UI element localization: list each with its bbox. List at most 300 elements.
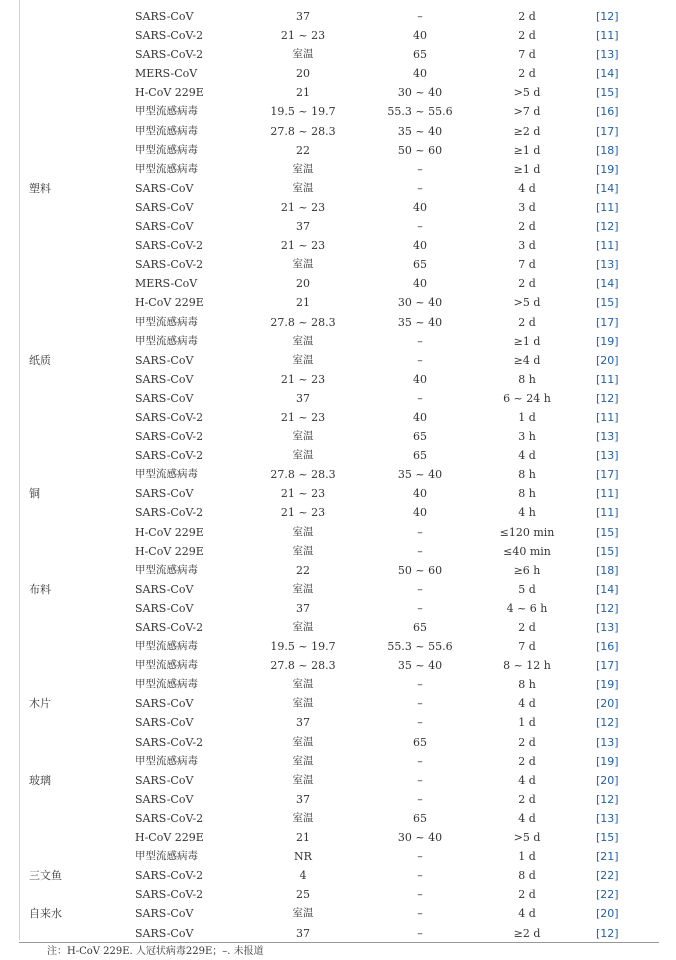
table-row [0,255,676,274]
reference-link[interactable]: [14] [596,277,619,291]
virus-cell: SARS-CoV-2 [135,735,204,749]
material-cell: 玻璃 [29,773,51,787]
table-row [0,427,676,446]
survival-time-cell: ≥1 d [513,143,541,157]
reference-link[interactable]: [12] [596,10,619,23]
virus-cell: SARS-CoV-2 [135,506,204,520]
virus-cell: 甲型流感病毒 [135,468,198,481]
reference-link[interactable]: [11] [596,29,619,43]
humidity-cell: 65 [413,258,427,272]
humidity-cell: 30 ~ 40 [397,86,443,100]
virus-cell: MERS-CoV [135,277,198,291]
reference-link[interactable]: [20] [596,907,619,921]
humidity-cell: – [417,162,423,176]
temperature-cell: 室温 [292,181,314,194]
humidity-cell: – [417,181,423,195]
virus-cell: SARS-CoV-2 [135,48,204,62]
virus-cell: 甲型流感病毒 [135,563,198,576]
temperature-cell: 室温 [292,773,314,786]
table-row [0,484,676,503]
survival-time-cell: >5 d [513,831,541,845]
virus-cell: SARS-CoV-2 [135,29,204,43]
humidity-cell: – [417,678,423,692]
temperature-cell: 室温 [292,334,314,347]
table-row [0,752,676,771]
humidity-cell: – [417,525,423,539]
humidity-cell: 35 ~ 40 [397,659,443,673]
table-row [0,656,676,675]
survival-time-cell: ≥1 d [513,334,541,348]
reference-link[interactable]: [12] [596,716,619,730]
table-row [0,332,676,351]
humidity-cell: – [417,888,423,902]
table-row [0,45,676,64]
humidity-cell: 40 [413,67,427,81]
humidity-cell: – [417,907,423,921]
humidity-cell: – [417,601,423,615]
reference-link[interactable]: [15] [596,544,619,558]
temperature-cell: 室温 [292,697,314,710]
humidity-cell: 65 [413,811,427,825]
table-row [0,274,676,293]
temperature-cell: 21 ~ 23 [280,200,326,214]
survival-time-cell: 4 d [518,811,536,825]
footnote-label: 注： [47,946,67,957]
survival-time-cell: 4 h [518,506,536,520]
reference-link[interactable]: [11] [596,200,619,214]
reference-link[interactable]: [15] [596,831,619,845]
temperature-cell: 室温 [292,162,314,175]
temperature-cell: 37 [296,926,310,940]
survival-time-cell: 8 h [518,678,536,692]
table-row [0,370,676,389]
table-row [0,141,676,160]
humidity-cell: 40 [413,277,427,291]
material-cell: 铜 [29,487,40,501]
reference-link[interactable]: [21] [596,850,619,864]
reference-link[interactable]: [11] [596,372,619,386]
virus-cell: SARS-CoV [135,181,194,195]
table-row [0,64,676,83]
reference-link[interactable]: [13] [596,811,619,825]
virus-cell: 甲型流感病毒 [135,143,198,156]
virus-cell: SARS-CoV [135,907,194,921]
reference-link[interactable]: [14] [596,67,619,81]
survival-time-cell: 8 d [518,869,536,883]
reference-link[interactable]: [18] [596,143,619,157]
virus-cell: 甲型流感病毒 [135,678,198,691]
humidity-cell: 35 ~ 40 [397,124,443,138]
survival-time-cell: 2 d [518,315,536,329]
reference-link[interactable]: [19] [596,754,619,768]
table-row [0,713,676,732]
survival-time-cell: 4 d [518,449,536,463]
survival-time-cell: 4 d [518,773,536,787]
virus-cell: 甲型流感病毒 [135,640,198,653]
humidity-cell: – [417,353,423,367]
survival-time-cell: 1 d [518,716,536,730]
virus-cell: SARS-CoV-2 [135,430,204,444]
temperature-cell: 37 [296,716,310,730]
virus-cell: H-CoV 229E [135,831,204,845]
table-row [0,733,676,752]
table-row [0,866,676,885]
temperature-cell: 室温 [292,353,314,366]
table-row [0,828,676,847]
table-row [0,503,676,522]
table-row [0,7,676,26]
table-row [0,313,676,332]
humidity-cell: 65 [413,48,427,62]
temperature-cell: 4 [299,869,307,883]
temperature-cell: 室温 [292,544,314,557]
table-row [0,179,676,198]
virus-cell: SARS-CoV [135,773,194,787]
humidity-cell: 50 ~ 60 [397,563,443,577]
survival-time-cell: 2 d [518,29,536,43]
table-footnote [47,945,264,958]
table-row [0,217,676,236]
table-row [0,160,676,179]
table-row [0,542,676,561]
temperature-cell: 室温 [292,621,314,633]
temperature-cell: 27.8 ~ 28.3 [270,315,336,329]
humidity-cell: 40 [413,200,427,214]
survival-time-cell: >5 d [513,86,541,100]
virus-cell: SARS-CoV-2 [135,811,204,825]
table-row [0,26,676,45]
temperature-cell: 21 ~ 23 [280,239,326,253]
humidity-cell: – [417,754,423,768]
humidity-cell: – [417,716,423,730]
survival-time-cell: ≥2 d [513,124,541,138]
reference-link[interactable]: [20] [596,697,619,711]
temperature-cell: 19.5 ~ 19.7 [270,640,336,654]
survival-time-cell: 6 ~ 24 h [503,391,551,405]
table-row [0,809,676,828]
survival-time-cell: 2 d [518,277,536,291]
humidity-cell: – [417,582,423,596]
reference-link[interactable]: [12] [596,391,619,405]
survival-time-cell: 2 d [518,10,536,23]
humidity-cell: – [417,869,423,883]
table-row [0,771,676,790]
temperature-cell: 室温 [292,678,314,691]
temperature-cell: 37 [296,601,310,615]
temperature-cell: 室温 [292,258,314,271]
temperature-cell: 室温 [292,48,314,61]
material-cell: 三文鱼 [29,869,62,883]
table-row [0,351,676,370]
survival-time-cell: 4 d [518,907,536,921]
reference-link[interactable]: [13] [596,430,619,444]
survival-time-cell: 2 d [518,792,536,806]
temperature-cell: 27.8 ~ 28.3 [270,659,336,673]
reference-link[interactable]: [15] [596,525,619,539]
survival-time-cell: >7 d [513,105,541,119]
temperature-cell: 室温 [292,525,314,538]
table-row [0,293,676,312]
survival-time-cell: ≥1 d [513,162,541,176]
virus-cell: SARS-CoV-2 [135,239,204,253]
material-cell: 纸质 [29,353,51,367]
humidity-cell: – [417,792,423,806]
table-row [0,389,676,408]
humidity-cell: 55.3 ~ 55.6 [387,640,453,654]
temperature-cell: 20 [296,67,310,81]
humidity-cell: – [417,220,423,234]
temperature-cell: 37 [296,10,310,23]
survival-time-cell: ≥6 h [513,563,541,577]
temperature-cell: 21 ~ 23 [280,506,326,520]
reference-link[interactable]: [13] [596,258,619,272]
table-row [0,83,676,102]
humidity-cell: 55.3 ~ 55.6 [387,105,453,119]
virus-cell: SARS-CoV [135,391,194,405]
survival-time-cell: 2 d [518,67,536,81]
reference-link[interactable]: [17] [596,315,619,329]
virus-cell: SARS-CoV [135,353,194,367]
temperature-cell: 室温 [292,811,314,824]
virus-cell: SARS-CoV [135,372,194,386]
temperature-cell: 21 [296,86,310,100]
humidity-cell: 40 [413,487,427,501]
table-row [0,198,676,217]
survival-time-cell: 1 d [518,850,536,864]
reference-link[interactable]: [17] [596,124,619,138]
reference-link[interactable]: [12] [596,792,619,806]
material-cell: 自来水 [29,907,62,921]
survival-time-cell: ≥4 d [513,353,541,367]
reference-link[interactable]: [14] [596,181,619,195]
table-row [0,694,676,713]
reference-link[interactable]: [13] [596,621,619,634]
temperature-cell: 21 ~ 23 [280,487,326,501]
reference-link[interactable]: [22] [596,888,619,902]
humidity-cell: – [417,391,423,405]
reference-link[interactable]: [16] [596,105,619,119]
virus-cell: SARS-CoV-2 [135,888,204,902]
survival-time-cell: 8 h [518,487,536,501]
virus-cell: SARS-CoV [135,582,194,596]
survival-time-cell: 4 ~ 6 h [506,601,548,615]
table-row [0,790,676,809]
reference-link[interactable]: [11] [596,506,619,520]
temperature-cell: 室温 [292,430,314,443]
survival-table [0,7,676,943]
humidity-cell: 35 ~ 40 [397,468,443,482]
reference-link[interactable]: [20] [596,773,619,787]
temperature-cell: 21 ~ 23 [280,372,326,386]
survival-time-cell: 8 h [518,468,536,482]
survival-time-cell: 2 d [518,754,536,768]
humidity-cell: 40 [413,29,427,43]
virus-cell: SARS-CoV [135,716,194,730]
reference-link[interactable]: [19] [596,678,619,692]
virus-cell: SARS-CoV [135,487,194,501]
temperature-cell: NR [294,850,312,864]
virus-cell: SARS-CoV-2 [135,621,204,634]
temperature-cell: 室温 [292,754,314,767]
table-row [0,561,676,580]
reference-link[interactable]: [14] [596,582,619,596]
humidity-cell: 65 [413,449,427,463]
reference-link[interactable]: [12] [596,220,619,234]
reference-link[interactable]: [17] [596,659,619,673]
humidity-cell: 30 ~ 40 [397,296,443,310]
reference-link[interactable]: [13] [596,735,619,749]
virus-cell: SARS-CoV [135,10,194,23]
humidity-cell: – [417,926,423,940]
virus-cell: SARS-CoV-2 [135,258,204,272]
survival-time-cell: ≤40 min [503,544,551,558]
temperature-cell: 室温 [292,449,314,462]
virus-cell: SARS-CoV-2 [135,869,204,883]
reference-link[interactable]: [11] [596,239,619,253]
virus-cell: H-CoV 229E [135,544,204,558]
temperature-cell: 21 ~ 23 [280,410,326,424]
virus-cell: SARS-CoV-2 [135,410,204,424]
table-row [0,618,676,637]
temperature-cell: 37 [296,792,310,806]
humidity-cell: 65 [413,735,427,749]
table-row [0,408,676,427]
reference-link[interactable]: [15] [596,86,619,100]
temperature-cell: 室温 [292,907,314,920]
humidity-cell: – [417,544,423,558]
temperature-cell: 19.5 ~ 19.7 [270,105,336,119]
virus-cell: SARS-CoV [135,601,194,615]
virus-cell: SARS-CoV-2 [135,449,204,463]
table-row [0,236,676,255]
humidity-cell: – [417,10,423,23]
survival-time-cell: 3 d [518,200,536,214]
survival-time-cell: ≤120 min [499,525,555,539]
survival-time-cell: 8 h [518,372,536,386]
temperature-cell: 27.8 ~ 28.3 [270,124,336,138]
survival-time-cell: 5 d [518,582,536,596]
table-row [0,637,676,656]
survival-time-cell: >5 d [513,296,541,310]
virus-cell: 甲型流感病毒 [135,850,198,863]
temperature-cell: 37 [296,391,310,405]
virus-cell: 甲型流感病毒 [135,315,198,328]
humidity-cell: 40 [413,410,427,424]
humidity-cell: – [417,850,423,864]
table-row [0,847,676,866]
reference-link[interactable]: [18] [596,563,619,577]
virus-cell: SARS-CoV [135,926,194,940]
footnote-text: H-CoV 229E. 人冠状病毒229E；–. 未报道 [67,946,264,957]
reference-link[interactable]: [20] [596,353,619,367]
reference-link[interactable]: [15] [596,296,619,310]
survival-time-cell: 2 d [518,220,536,234]
reference-link[interactable]: [12] [596,601,619,615]
reference-link[interactable]: [13] [596,449,619,463]
survival-time-cell: 2 d [518,735,536,749]
survival-time-cell: ≥2 d [513,926,541,940]
table-row [0,675,676,694]
temperature-cell: 室温 [292,735,314,748]
humidity-cell: 40 [413,372,427,386]
survival-time-cell: 7 d [518,640,536,654]
material-cell: 塑料 [29,181,51,195]
reference-link[interactable]: [12] [596,926,619,940]
virus-cell: 甲型流感病毒 [135,334,198,347]
table-bottom-rule [19,942,659,943]
humidity-cell: 50 ~ 60 [397,143,443,157]
table-row [0,924,676,943]
reference-link[interactable]: [11] [596,487,619,501]
virus-cell: 甲型流感病毒 [135,659,198,672]
temperature-cell: 室温 [292,582,314,595]
survival-time-cell: 2 d [518,621,536,634]
virus-cell: MERS-CoV [135,67,198,81]
humidity-cell: – [417,773,423,787]
virus-cell: 甲型流感病毒 [135,162,198,175]
temperature-cell: 25 [296,888,310,902]
table-row [0,446,676,465]
table-row [0,102,676,121]
reference-link[interactable]: [11] [596,410,619,424]
reference-link[interactable]: [13] [596,48,619,62]
virus-cell: 甲型流感病毒 [135,124,198,137]
temperature-cell: 37 [296,220,310,234]
reference-link[interactable]: [16] [596,640,619,654]
temperature-cell: 27.8 ~ 28.3 [270,468,336,482]
reference-link[interactable]: [19] [596,162,619,176]
survival-time-cell: 3 h [518,430,536,444]
survival-time-cell: 2 d [518,888,536,902]
humidity-cell: 40 [413,239,427,253]
reference-link[interactable]: [22] [596,869,619,883]
survival-time-cell: 4 d [518,697,536,711]
temperature-cell: 21 [296,831,310,845]
table-row [0,122,676,141]
survival-time-cell: 4 d [518,181,536,195]
table-row [0,523,676,542]
virus-cell: SARS-CoV [135,200,194,214]
table-row [0,599,676,618]
survival-time-cell: 7 d [518,258,536,272]
virus-cell: H-CoV 229E [135,86,204,100]
humidity-cell: 30 ~ 40 [397,831,443,845]
material-cell: 布料 [29,582,51,596]
table-row [0,885,676,904]
temperature-cell: 21 ~ 23 [280,29,326,43]
humidity-cell: 40 [413,506,427,520]
table-row [0,465,676,484]
survival-time-cell: 7 d [518,48,536,62]
humidity-cell: 65 [413,621,427,634]
reference-link[interactable]: [19] [596,334,619,348]
virus-cell: SARS-CoV [135,697,194,711]
humidity-cell: 65 [413,430,427,444]
humidity-cell: – [417,334,423,348]
reference-link[interactable]: [17] [596,468,619,482]
virus-cell: H-CoV 229E [135,525,204,539]
material-cell: 木片 [29,697,51,711]
table-row [0,580,676,599]
virus-cell: SARS-CoV [135,792,194,806]
humidity-cell: – [417,697,423,711]
virus-cell: 甲型流感病毒 [135,105,198,118]
humidity-cell: 35 ~ 40 [397,315,443,329]
survival-time-cell: 8 ~ 12 h [503,659,551,673]
virus-cell: SARS-CoV [135,220,194,234]
table-row [0,904,676,923]
virus-cell: 甲型流感病毒 [135,754,198,767]
